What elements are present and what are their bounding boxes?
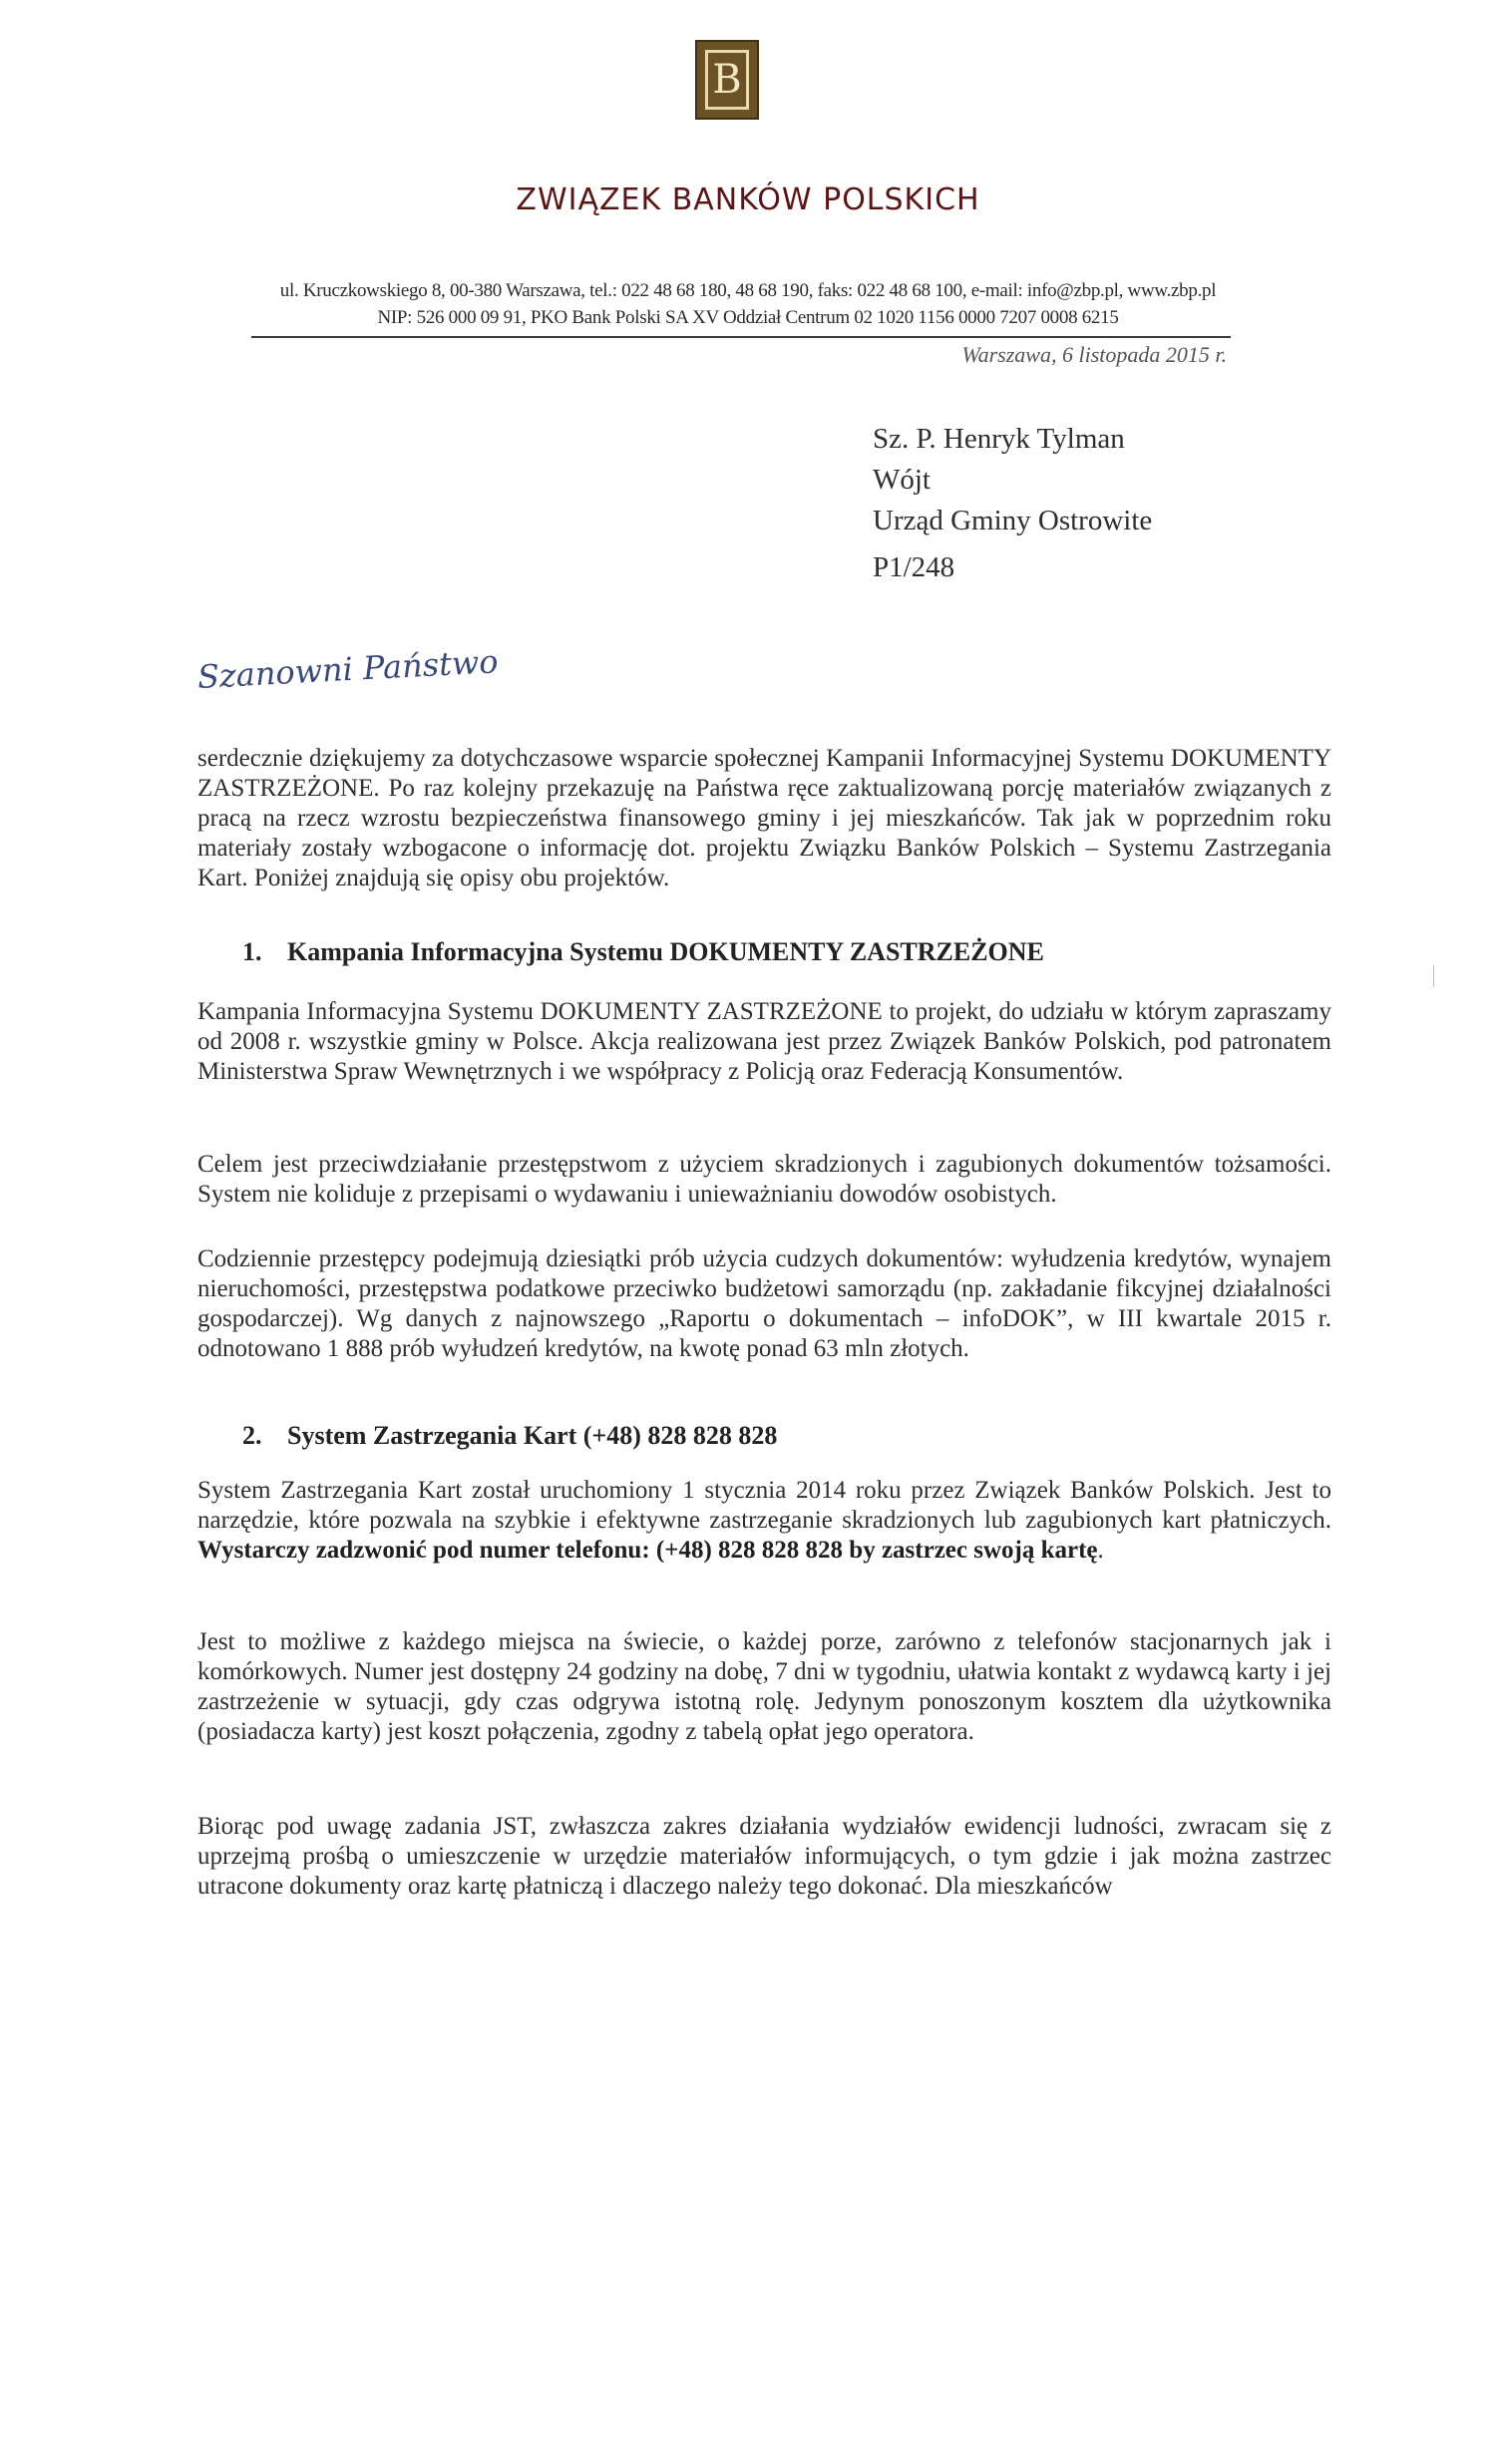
section-1-paragraph-2: Celem jest przeciwdziałanie przestępstwom z użyciem skradzionych i zagubionych dokumentów tożsamości. System nie koliduje z przepisami o wydawaniu i unieważnianiu dowodów osobistych.	[197, 1151, 1331, 1208]
recipient-name: Sz. P. Henryk Tylman	[873, 423, 1125, 455]
recipient-title: Wójt	[873, 464, 931, 496]
section-1-title: Kampania Informacyjna Systemu DOKUMENTY ZASTRZEŻONE	[287, 937, 1044, 966]
logo-letter: B	[705, 50, 749, 110]
section-1-heading	[242, 937, 1044, 967]
recipient-office: Urząd Gminy Ostrowite	[873, 505, 1153, 536]
organization-address: ul. Kruczkowskiego 8, 00-380 Warszawa, tel.: 022 48 68 180, 48 68 190, faks: 022 48 68 100, e-mail: info@zbp.pl, www.zbp.pl	[279, 280, 1217, 301]
recipient-block	[873, 419, 1152, 541]
section-1-number: 1.	[242, 937, 262, 966]
intro-paragraph: serdecznie dziękujemy za dotychczasowe wsparcie społecznej Kampanii Informacyjnej Systemu DOKUMENTY ZASTRZEŻONE. Po raz kolejny przekazuję na Państwa ręce zaktualizowaną porcję materiałów związanych z pracą na rzecz wzrostu bezpieczeństwa finansowego gminy i jej mieszkańców. Tak jak w poprzednim roku materiały zostały wzbogacone o informację dot. projektu Związku Banków Polskich – Systemu Zastrzegania Kart. Poniżej znajdują się opisy obu projektów.	[197, 745, 1331, 891]
section-2-number: 2.	[242, 1421, 262, 1450]
scan-edge-mark	[1433, 965, 1434, 987]
reference-number: P1/248	[873, 551, 955, 583]
section-2-title: System Zastrzegania Kart (+48) 828 828 828	[287, 1421, 778, 1450]
organization-bank-details: NIP: 526 000 09 91, PKO Bank Polski SA XV Oddział Centrum 02 1020 1156 0000 7207 0008 6215	[377, 307, 1119, 328]
section-2-p1-text: System Zastrzegania Kart został uruchomiony 1 stycznia 2014 roku przez Związek Banków Polskich. Jest to narzędzie, które pozwala na szybkie i efektywne zastrzeganie skradzionych lub zagubionych kart płatniczych.	[197, 1477, 1331, 1534]
section-1-paragraph-1: Kampania Informacyjna Systemu DOKUMENTY ZASTRZEŻONE to projekt, do udziału w którym zapraszamy od 2008 r. wszystkie gminy w Polsce. Akcja realizowana jest przez Związek Banków Polskich, pod patronatem Ministerstwa Spraw Wewnętrznych i we współpracy z Policją oraz Federacją Konsumentów.	[197, 998, 1331, 1085]
section-1-paragraph-3: Codziennie przestępcy podejmują dziesiątki prób użycia cudzych dokumentów: wyłudzenia kredytów, wynajem nieruchomości, przestępstwa podatkowe przeciwko budżetowi samorządu (np. zakładanie fikcyjnej działalności gospodarczej). Wg danych z najnowszego „Raportu o dokumentach – infoDOK”, w III kwartale 2015 r. odnotowano 1 888 prób wyłudzeń kredytów, na kwotę ponad 63 mln złotych.	[197, 1245, 1331, 1362]
header-divider	[251, 336, 1231, 338]
section-2-paragraph-2: Jest to możliwe z każdego miejsca na świecie, o każdej porze, zarówno z telefonów stacjonarnych jak i komórkowych. Numer jest dostępny 24 godziny na dobę, 7 dni w tygodniu, ułatwia kontakt z wydawcą karty i jej zastrzeżenie w sytuacji, gdy czas odgrywa istotną rolę. Jedynym ponoszonym kosztem dla użytkownika (posiadacza karty) jest koszt połączenia, zgodny z tabelą opłat jego operatora.	[197, 1628, 1331, 1745]
letter-date: Warszawa, 6 listopada 2015 r.	[961, 342, 1227, 367]
zbp-logo	[695, 40, 759, 120]
salutation-text: Szanowni Państwo	[196, 642, 500, 696]
organization-name: ZWIĄZEK BANKÓW POLSKICH	[516, 182, 980, 217]
section-2-p1-emphasis: Wystarczy zadzwonić pod numer telefonu: (+48) 828 828 828 by zastrzec swoją kartę	[197, 1537, 1098, 1564]
section-2-heading	[242, 1421, 777, 1451]
section-2-paragraph-3: Biorąc pod uwagę zadania JST, zwłaszcza zakres działania wydziałów ewidencji ludności, zwracam się z uprzejmą prośbą o umieszczenie w urzędzie materiałów informujących, o tym gdzie i jak można zastrzec utracone dokumenty oraz kartę płatniczą i dlaczego należy tego dokonać. Dla mieszkańców	[197, 1813, 1331, 1900]
section-2-p1-end: .	[1097, 1537, 1104, 1564]
handwritten-salutation	[196, 642, 517, 728]
section-2-paragraph-1	[197, 1476, 1331, 1566]
